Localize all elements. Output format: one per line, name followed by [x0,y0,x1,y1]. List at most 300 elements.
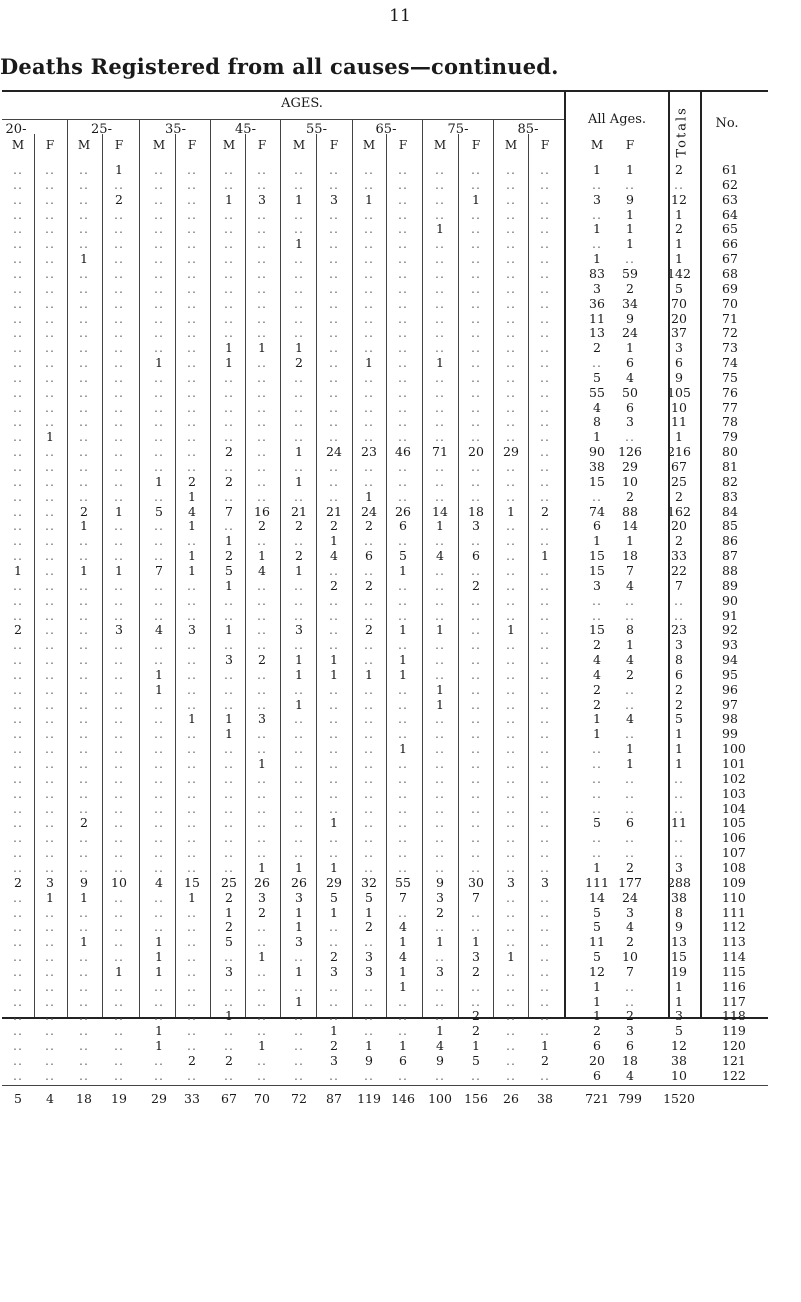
age-cell: .. [329,845,339,861]
age-cell: .. [364,934,374,950]
all-ages-female-cell: 3 [626,904,634,920]
total-cell: 1 [675,726,683,742]
age-cell: 2 [472,1023,480,1039]
age-cell: .. [45,488,55,504]
age-cell: .. [364,162,374,177]
age-cell: .. [79,577,89,593]
age-cell: .. [224,310,234,326]
age-cell: .. [398,845,408,861]
age-cell: .. [13,800,23,816]
age-cell: .. [187,340,197,356]
age-cell: 1 [225,622,233,638]
age-cell: .. [187,429,197,445]
age-cell: .. [154,265,164,281]
all-ages-male-subheader: M [590,138,604,152]
all-ages-male-cell: .. [592,236,602,252]
age-cell: .. [398,459,408,474]
sum-age-cell: 119 [357,1091,381,1106]
age-cell: 2 [225,548,233,564]
age-cell: .. [79,191,89,207]
total-cell: 2 [675,162,683,177]
age-cell: .. [398,429,408,445]
all-ages-female-cell: 7 [626,963,634,979]
age-cell: .. [224,756,234,771]
age-cell: .. [114,548,124,564]
age-cell: 1 [295,652,303,668]
age-cell: .. [329,280,339,296]
age-cell: .. [187,533,197,549]
all-ages-male-cell: 2 [593,1023,601,1039]
age-cell: 1 [258,340,266,356]
age-cell: .. [398,800,408,816]
age-cell: .. [224,815,234,831]
age-cell: .. [506,815,516,831]
age-cell: 2 [115,191,123,207]
age-cell: 1 [330,666,338,682]
row-number: 118 [722,1008,746,1024]
age-cell: .. [79,295,89,311]
all-ages-male-cell: 83 [589,265,605,281]
row-number: 108 [722,859,746,875]
age-cell: .. [257,162,267,177]
age-cell: .. [506,859,516,875]
age-cell: .. [329,251,339,267]
all-ages-male-cell: 15 [589,562,605,578]
age-cell: .. [471,681,481,697]
age-cell: .. [364,265,374,281]
age-cell: .. [471,310,481,326]
age-cell: .. [45,993,55,1009]
age-cell: .. [540,176,550,192]
column-rule [102,134,103,1017]
age-cell: 1 [258,859,266,875]
age-cell: 18 [468,503,484,519]
age-cell: .. [45,459,55,474]
age-cell: .. [224,369,234,385]
row-number: 88 [722,562,738,578]
age-cell: 2 [472,577,480,593]
age-cell: .. [224,176,234,192]
all-ages-male-cell: 5 [593,904,601,920]
age-cell: .. [257,459,267,474]
row-number: 91 [722,607,738,623]
age-cell: .. [45,652,55,668]
total-cell: 10 [671,399,687,415]
age-cell: .. [471,251,481,267]
age-cell: .. [114,399,124,415]
age-cell: .. [257,993,267,1009]
age-cell: .. [506,176,516,192]
age-cell: 3 [330,191,338,207]
age-cell: .. [506,681,516,697]
age-cell: 1 [365,904,373,920]
row-number: 114 [722,949,746,965]
age-cell: .. [540,265,550,281]
age-cell: .. [45,503,55,519]
row-number: 101 [722,756,746,771]
total-cell: 8 [675,904,683,920]
age-cell: .. [45,1067,55,1083]
age-cell: .. [187,459,197,474]
age-cell: .. [13,637,23,653]
age-cell: 1 [155,963,163,979]
age-cell: .. [45,548,55,564]
age-cell: 1 [258,949,266,965]
age-cell: .. [294,978,304,994]
age-cell: 3 [295,889,303,905]
row-number: 93 [722,637,738,653]
age-cell: .. [506,251,516,267]
age-cell: .. [79,444,89,460]
age-cell: .. [224,637,234,653]
row-number: 102 [722,770,746,786]
age-cell: 3 [472,949,480,965]
age-cell: .. [329,993,339,1009]
age-cell: .. [45,845,55,861]
age-cell: .. [114,265,124,281]
age-cell: .. [506,830,516,846]
age-cell: .. [435,711,445,727]
age-cell: 3 [436,963,444,979]
age-cell: 2 [472,1008,480,1024]
age-cell: 3 [225,652,233,668]
age-cell: .. [154,815,164,831]
age-cell: .. [435,488,445,504]
age-cell: .. [13,963,23,979]
column-rule [386,134,387,1017]
age-cell: .. [506,785,516,801]
age-cell: .. [154,280,164,296]
total-cell: 12 [671,1038,687,1054]
age-cell: .. [114,295,124,311]
age-cell: .. [398,607,408,623]
all-ages-header: All Ages. [587,112,647,127]
total-cell: 2 [675,696,683,712]
age-cell: .. [114,384,124,400]
age-cell: .. [79,741,89,757]
age-cell: .. [187,770,197,786]
ages-header: AGES. [281,96,323,111]
age-cell: 3 [295,934,303,950]
age-cell: .. [294,429,304,445]
age-cell: .. [540,518,550,534]
age-group-header: 25- [91,122,112,137]
age-cell: .. [224,206,234,222]
age-cell: .. [294,221,304,237]
total-cell: 10 [671,1067,687,1083]
age-cell: .. [257,637,267,653]
row-number: 70 [722,295,738,311]
all-ages-female-cell: 24 [622,325,638,341]
age-cell: 1 [436,221,444,237]
age-cell: .. [329,919,339,935]
age-cell: .. [13,993,23,1009]
age-cell: .. [257,414,267,430]
age-cell: .. [398,785,408,801]
age-cell: 1 [80,562,88,578]
age-cell: 7 [155,562,163,578]
age-cell: .. [224,459,234,474]
age-cell: .. [187,325,197,341]
row-number: 89 [722,577,738,593]
age-cell: 2 [258,904,266,920]
age-cell: .. [294,251,304,267]
age-cell: .. [114,473,124,489]
age-cell: .. [506,696,516,712]
age-cell: .. [435,384,445,400]
page-heading: Deaths Registered from all causes—continued. [0,54,559,79]
total-cell: .. [674,592,684,608]
all-ages-female-cell: .. [625,251,635,267]
all-ages-male-cell: 1 [593,429,601,445]
age-cell: .. [540,889,550,905]
age-cell: .. [13,355,23,371]
row-number: 81 [722,459,738,474]
female-subheader: F [257,138,267,152]
all-ages-male-cell: 3 [593,577,601,593]
age-cell: .. [435,176,445,192]
age-cell: 2 [472,963,480,979]
age-cell: 3 [436,889,444,905]
age-cell: .. [154,741,164,757]
age-cell: .. [224,845,234,861]
age-cell: .. [540,696,550,712]
sum-total: 1520 [663,1091,695,1106]
age-cell: .. [45,518,55,534]
age-cell: .. [154,191,164,207]
age-cell: 1 [541,548,549,564]
age-cell: .. [13,741,23,757]
all-ages-male-cell: 1 [593,726,601,742]
age-cell: .. [540,1023,550,1039]
age-cell: 1 [155,949,163,965]
age-cell: .. [224,607,234,623]
column-rule [458,134,459,1017]
age-cell: .. [398,830,408,846]
age-cell: .. [154,548,164,564]
age-cell: .. [154,221,164,237]
age-cell: .. [257,369,267,385]
age-cell: .. [114,845,124,861]
age-cell: .. [257,1067,267,1083]
all-ages-male-cell: 5 [593,919,601,935]
age-cell: .. [435,429,445,445]
age-cell: 7 [399,889,407,905]
age-cell: .. [435,993,445,1009]
all-ages-male-cell: 38 [589,459,605,474]
age-cell: .. [398,236,408,252]
age-cell: .. [114,666,124,682]
age-cell: .. [13,577,23,593]
all-ages-female-cell: 2 [626,488,634,504]
age-cell: .. [224,221,234,237]
age-cell: 3 [330,1053,338,1068]
row-number: 92 [722,622,738,638]
age-cell: .. [540,637,550,653]
total-cell: 6 [675,666,683,682]
age-cell: .. [471,592,481,608]
age-cell: .. [187,830,197,846]
all-ages-male-cell: 6 [593,1067,601,1083]
all-ages-male-cell: 2 [593,681,601,697]
all-ages-female-cell: 50 [622,384,638,400]
age-cell: .. [45,681,55,697]
row-number: 99 [722,726,738,742]
age-cell: .. [294,770,304,786]
age-cell: .. [114,726,124,742]
age-cell: .. [13,949,23,965]
age-cell: .. [435,562,445,578]
age-cell: .. [471,859,481,875]
age-cell: .. [329,637,339,653]
age-cell: .. [506,1053,516,1068]
age-cell: 1 [330,815,338,831]
age-cell: .. [114,1038,124,1054]
all-ages-male-cell: 2 [593,696,601,712]
all-ages-female-cell: 18 [622,1053,638,1068]
age-cell: .. [364,369,374,385]
age-cell: .. [79,1008,89,1024]
age-cell: .. [506,592,516,608]
age-cell: .. [79,1053,89,1068]
age-cell: .. [154,800,164,816]
age-cell: .. [540,904,550,920]
all-ages-female-cell: 10 [622,949,638,965]
age-cell: .. [540,652,550,668]
total-cell: 3 [675,637,683,653]
age-cell: 30 [468,874,484,890]
age-cell: .. [13,384,23,400]
all-ages-female-cell: 4 [626,711,634,727]
age-cell: .. [398,993,408,1009]
age-cell: .. [13,1053,23,1068]
row-number: 104 [722,800,746,816]
age-cell: .. [471,399,481,415]
all-ages-female-cell: 1 [626,340,634,356]
age-cell: 9 [80,874,88,890]
all-ages-male-cell: .. [592,741,602,757]
all-ages-female-cell: .. [625,696,635,712]
age-cell: .. [506,637,516,653]
age-cell: .. [114,785,124,801]
age-cell: .. [224,295,234,311]
age-cell: 1 [330,533,338,549]
age-cell: .. [257,845,267,861]
age-cell: 1 [225,191,233,207]
page-number: 11 [389,6,411,26]
age-cell: .. [364,652,374,668]
age-cell: .. [114,741,124,757]
age-cell: .. [79,919,89,935]
row-number: 65 [722,221,738,237]
age-cell: 2 [188,473,196,489]
age-cell: 1 [541,1038,549,1054]
age-cell: .. [294,1008,304,1024]
age-cell: .. [471,770,481,786]
age-cell: .. [364,770,374,786]
age-cell: .. [154,369,164,385]
age-cell: .. [257,741,267,757]
age-cell: .. [45,904,55,920]
all-ages-male-cell: 15 [589,622,605,638]
age-cell: .. [329,562,339,578]
age-cell: .. [398,904,408,920]
age-cell: 2 [365,518,373,534]
age-cell: 2 [295,355,303,371]
age-cell: 1 [399,963,407,979]
all-ages-male-cell: 3 [593,191,601,207]
age-cell: .. [435,459,445,474]
age-cell: .. [187,251,197,267]
all-ages-male-cell: 4 [593,399,601,415]
age-cell: .. [13,399,23,415]
age-cell: .. [540,429,550,445]
total-cell: .. [674,830,684,846]
age-cell: .. [471,236,481,252]
row-number: 68 [722,265,738,281]
age-cell: .. [540,607,550,623]
total-cell: 22 [671,562,687,578]
age-cell: .. [79,384,89,400]
age-cell: 3 [330,963,338,979]
age-cell: .. [13,978,23,994]
age-cell: .. [45,963,55,979]
age-cell: .. [294,1023,304,1039]
all-ages-female-cell: .. [625,845,635,861]
no-header: No. [715,116,739,131]
age-cell: 1 [399,934,407,950]
age-cell: .. [294,741,304,757]
age-cell: 1 [225,1008,233,1024]
all-ages-male-cell: 11 [589,310,605,326]
age-cell: .. [471,355,481,371]
age-cell: 1 [80,251,88,267]
age-cell: .. [79,1067,89,1083]
age-cell: .. [257,934,267,950]
age-cell: 1 [365,1038,373,1054]
age-cell: .. [45,384,55,400]
row-number: 106 [722,830,746,846]
total-cell: 5 [675,1023,683,1039]
age-cell: .. [398,162,408,177]
age-cell: .. [224,414,234,430]
age-cell: .. [540,236,550,252]
age-cell: .. [364,1023,374,1039]
sum-age-cell: 19 [111,1091,127,1106]
age-cell: .. [79,756,89,771]
age-cell: .. [435,236,445,252]
age-cell: .. [471,162,481,177]
age-cell: .. [257,325,267,341]
age-cell: .. [435,949,445,965]
age-cell: .. [435,830,445,846]
age-cell: 4 [258,562,266,578]
age-cell: .. [364,756,374,771]
all-ages-male-cell: 15 [589,548,605,564]
age-cell: .. [13,251,23,267]
age-cell: .. [506,562,516,578]
age-cell: 1 [295,562,303,578]
age-cell: 1 [155,473,163,489]
total-cell: 9 [675,919,683,935]
age-cell: .. [506,369,516,385]
age-cell: 3 [115,622,123,638]
age-cell: .. [471,280,481,296]
age-cell: .. [187,355,197,371]
all-ages-female-cell: .. [625,770,635,786]
age-cell: .. [45,444,55,460]
age-cell: 71 [432,444,448,460]
